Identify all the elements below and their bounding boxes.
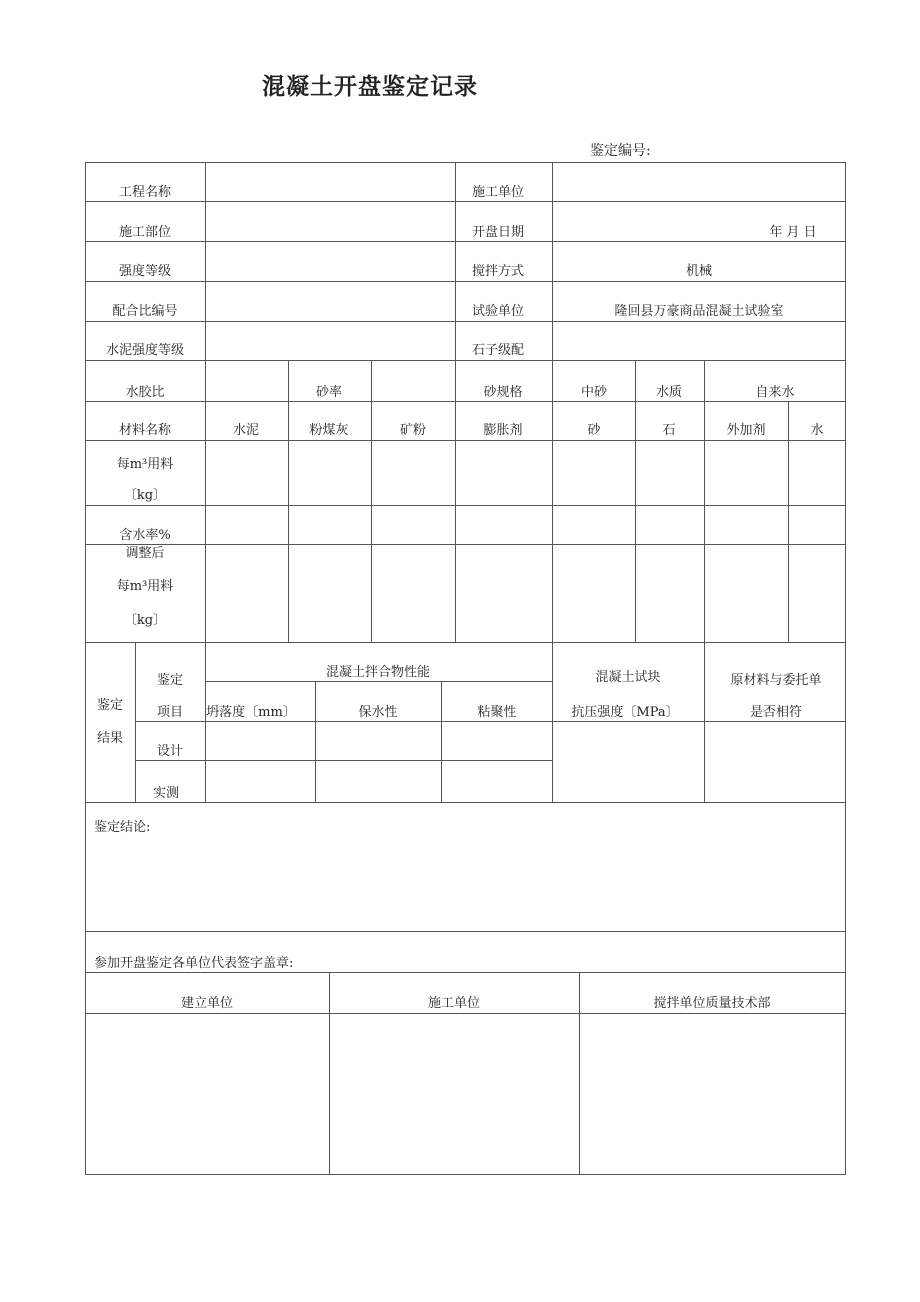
column-divider [704, 360, 705, 802]
row-divider [135, 721, 846, 722]
row-divider [85, 505, 846, 506]
measured-label: 实测 [152, 786, 180, 801]
column-divider [455, 162, 456, 642]
construction-unit-label: 施工单位 [471, 185, 525, 200]
column-divider [329, 972, 330, 1175]
sand-ratio-label: 砂率 [315, 385, 343, 400]
adjusted-usage-label: 每m³用料 [116, 579, 174, 594]
row-divider [205, 681, 552, 682]
stone-gradation-label: 石子级配 [471, 343, 525, 358]
material-stone: 石 [662, 423, 676, 438]
conformity-header-2: 是否相符 [749, 705, 803, 720]
start-date-label: 开盘日期 [471, 225, 525, 240]
signature-section-label: 参加开盘鉴定各单位代表签字盖章: [94, 956, 294, 971]
mixing-method-label: 搅拌方式 [471, 264, 525, 279]
project-name-label: 工程名称 [118, 185, 172, 200]
appraisal-item-label-2: 项目 [156, 705, 184, 720]
appraisal-result-label: 鉴定 [96, 698, 124, 713]
column-divider [288, 360, 289, 642]
material-admixture: 外加剂 [726, 423, 766, 438]
row-divider [85, 972, 846, 973]
sand-spec-label: 砂规格 [483, 385, 523, 400]
mixing-method-value: 机械 [685, 264, 713, 279]
sand-spec-value: 中砂 [580, 385, 608, 400]
test-unit-value: 隆回县万豪商品混凝土试验室 [614, 304, 784, 319]
water-binder-ratio-label: 水胶比 [125, 385, 165, 400]
column-divider [579, 972, 580, 1175]
adjusted-label: 调整后 [125, 546, 165, 561]
doc-number-label: 鉴定编号: [590, 143, 651, 159]
column-divider [788, 401, 789, 642]
appraisal-result-label-2: 结果 [96, 731, 124, 746]
conclusion-label: 鉴定结论: [94, 820, 151, 835]
strength-grade-label: 强度等级 [118, 264, 172, 279]
material-sand: 砂 [587, 423, 601, 438]
column-divider [315, 681, 316, 802]
mix-performance-header: 混凝土拌合物性能 [325, 665, 431, 680]
row-divider [85, 360, 846, 361]
moisture-content-label: 含水率% [119, 528, 171, 543]
slump-header: 坍落度〔mm〕 [206, 705, 296, 720]
row-divider [85, 321, 846, 322]
row-divider [85, 241, 846, 242]
conformity-header: 原材料与委托单 [730, 673, 822, 688]
row-divider [85, 802, 846, 803]
signature-unit-mixing-qa: 搅拌单位质量技术部 [653, 996, 771, 1011]
material-name-label: 材料名称 [118, 423, 172, 438]
row-divider [85, 1013, 846, 1014]
row-divider [135, 760, 552, 761]
date-placeholder: 年 月 日 [769, 225, 817, 240]
appraisal-item-label: 鉴定 [156, 673, 184, 688]
water-retention-header: 保水性 [358, 705, 398, 720]
material-fly-ash: 粉煤灰 [309, 423, 349, 438]
column-divider [441, 681, 442, 802]
row-divider [85, 931, 846, 932]
per-m3-usage-label: 每m³用料 [116, 457, 174, 472]
row-divider [85, 440, 846, 441]
row-divider [85, 544, 846, 545]
compressive-strength-header: 抗压强度〔MPa〕 [571, 705, 679, 720]
column-divider [635, 360, 636, 642]
signature-unit-supervision: 建立单位 [180, 996, 234, 1011]
water-quality-label: 水质 [655, 385, 683, 400]
row-divider [85, 281, 846, 282]
adjusted-usage-unit: 〔kg〕 [123, 613, 167, 628]
column-divider [371, 360, 372, 642]
test-unit-label: 试验单位 [471, 304, 525, 319]
column-divider [135, 642, 136, 802]
mix-ratio-no-label: 配合比编号 [112, 304, 178, 319]
construction-part-label: 施工部位 [118, 225, 172, 240]
page-title: 混凝土开盘鉴定记录 [262, 73, 478, 100]
row-divider [85, 401, 846, 402]
material-slag-powder: 矿粉 [399, 423, 427, 438]
signature-unit-construction: 施工单位 [427, 996, 481, 1011]
design-label: 设计 [156, 744, 184, 759]
material-cement: 水泥 [232, 423, 260, 438]
material-water: 水 [810, 423, 824, 438]
row-divider [85, 642, 846, 643]
material-expansion-agent: 膨胀剂 [483, 423, 523, 438]
cohesion-header: 粘聚性 [477, 705, 517, 720]
row-divider [85, 201, 846, 202]
test-block-header: 混凝土试块 [595, 670, 661, 685]
per-m3-usage-unit: 〔kg〕 [123, 488, 167, 503]
cement-grade-label: 水泥强度等级 [105, 343, 185, 358]
water-quality-value: 自来水 [755, 385, 795, 400]
column-divider [552, 162, 553, 802]
